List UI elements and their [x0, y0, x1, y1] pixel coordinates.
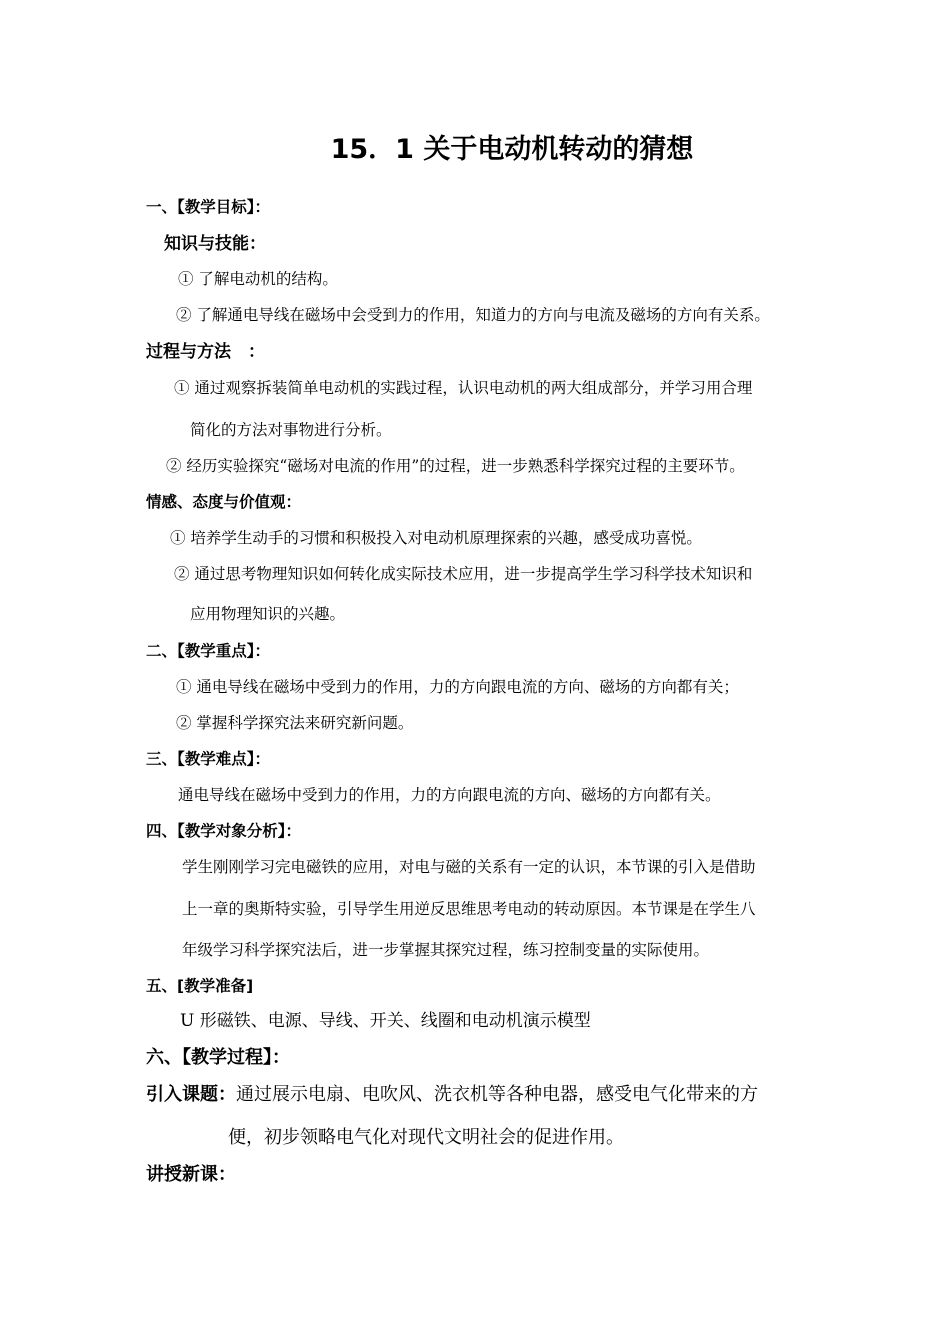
section-2-heading: 二、【教学重点】： — [146, 642, 271, 660]
knowledge-item: ① 了解电动机的结构。 — [178, 270, 338, 288]
analysis-line: 上一章的奥斯特实验，引导学生用逆反思维思考电动的转动原因。本节课是在学生八 — [182, 900, 756, 918]
intro-text: 通过展示电扇、电吹风、洗衣机等各种电器，感受电气化带来的方 — [236, 1084, 758, 1105]
key-point-item: ② 掌握科学探究法来研究新问题。 — [176, 714, 414, 732]
process-item: 简化的方法对事物进行分析。 — [190, 421, 392, 439]
process-item: ① 通过观察拆装简单电动机的实践过程，认识电动机的两大组成部分，并学习用合理 — [174, 379, 753, 397]
emotion-item: ② 通过思考物理知识如何转化成实际技术应用，进一步提高学生学习科学技术知识和 — [174, 565, 753, 583]
preparation-text: U 形磁铁、电源、导线、开关、线圈和电动机演示模型 — [180, 1011, 591, 1031]
analysis-line: 年级学习科学探究法后，进一步掌握其探究过程，练习控制变量的实际使用。 — [182, 941, 710, 959]
key-point-item: ① 通电导线在磁场中受到力的作用，力的方向跟电流的方向、磁场的方向都有关； — [176, 678, 739, 696]
emotion-item: ① 培养学生动手的习惯和积极投入对电动机原理探索的兴趣，感受成功喜悦。 — [170, 529, 702, 547]
emotion-heading: 情感、态度与价值观： — [146, 493, 302, 511]
section-4-heading: 四、【教学对象分析】： — [146, 822, 302, 840]
process-heading: 过程与方法 ： — [146, 342, 265, 362]
section-5-heading: 五、[教学准备] — [146, 977, 254, 995]
intro-line — [146, 1083, 758, 1107]
knowledge-heading: 知识与技能： — [164, 234, 266, 254]
emotion-item: 应用物理知识的兴趣。 — [190, 605, 346, 623]
section-3-heading: 三、【教学难点】： — [146, 750, 271, 768]
process-item: ② 经历实验探究“磁场对电流的作用”的过程，进一步熟悉科学探究过程的主要环节。 — [166, 457, 745, 475]
intro-label: 引入课题： — [146, 1084, 236, 1105]
section-6-heading: 六、【教学过程】： — [146, 1047, 290, 1068]
analysis-line: 学生刚刚学习完电磁铁的应用，对电与磁的关系有一定的认识，本节课的引入是借助 — [182, 858, 756, 876]
intro-text-continued: 便，初步领略电气化对现代文明社会的促进作用。 — [228, 1127, 624, 1148]
new-lesson-label: 讲授新课： — [146, 1164, 236, 1185]
knowledge-item: ② 了解通电导线在磁场中会受到力的作用，知道力的方向与电流及磁场的方向有关系。 — [176, 306, 770, 324]
section-1-heading: 一、【教学目标】： — [146, 198, 271, 216]
page-title: 15．1 关于电动机转动的猜想 — [330, 134, 694, 165]
difficulty-text: 通电导线在磁场中受到力的作用，力的方向跟电流的方向、磁场的方向都有关。 — [178, 786, 721, 804]
